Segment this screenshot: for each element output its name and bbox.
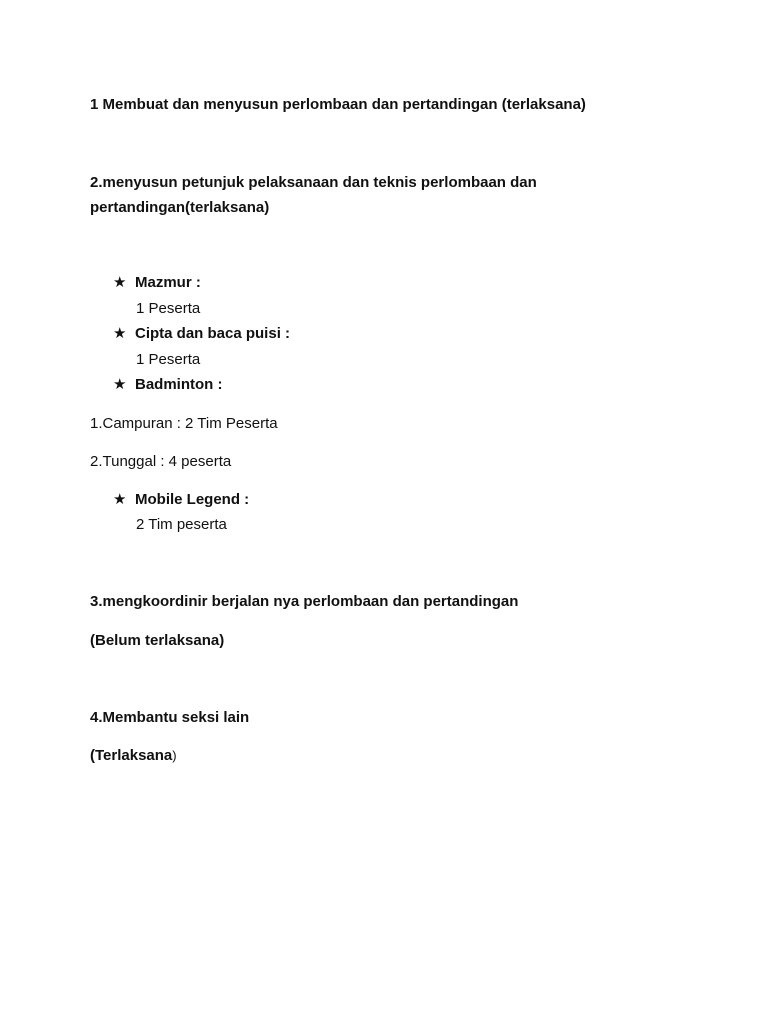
bullet-mazmur-detail: 1 Peserta (136, 300, 201, 317)
bullet-mazmur (113, 270, 201, 295)
star-icon: ★ (113, 274, 127, 291)
item-4-status-line (90, 743, 177, 768)
item-2-line-2: pertandingan(terlaksana) (90, 199, 270, 216)
item-3-status: (Belum terlaksana) (90, 632, 225, 649)
bullet-label: Badminton : (135, 376, 223, 393)
bullet-label: Mobile Legend : (135, 491, 250, 508)
bullet-puisi-detail: 1 Peserta (136, 351, 201, 368)
item-4-status: (Terlaksana (90, 747, 173, 764)
item-1: 1 Membuat dan menyusun perlombaan dan pertandingan (terlaksana) (90, 96, 586, 113)
bullet-label: Mazmur : (135, 274, 201, 291)
star-icon: ★ (113, 376, 127, 393)
star-icon: ★ (113, 491, 127, 508)
item-4-status-close: ) (172, 748, 177, 763)
item-3: 3.mengkoordinir berjalan nya perlombaan dan pertandingan (90, 593, 519, 610)
item-2-line-1: 2.menyusun petunjuk pelaksanaan dan teknis perlombaan dan (90, 174, 537, 191)
star-icon: ★ (113, 325, 127, 342)
bullet-puisi (113, 321, 290, 346)
bullet-mobile-legend-detail: 2 Tim peserta (136, 516, 227, 533)
badminton-tunggal: 2.Tunggal : 4 peserta (90, 453, 232, 470)
bullet-badminton (113, 372, 223, 397)
badminton-campuran: 1.Campuran : 2 Tim Peserta (90, 415, 278, 432)
item-4: 4.Membantu seksi lain (90, 709, 250, 726)
bullet-mobile-legend (113, 487, 249, 512)
bullet-label: Cipta dan baca puisi : (135, 325, 291, 342)
